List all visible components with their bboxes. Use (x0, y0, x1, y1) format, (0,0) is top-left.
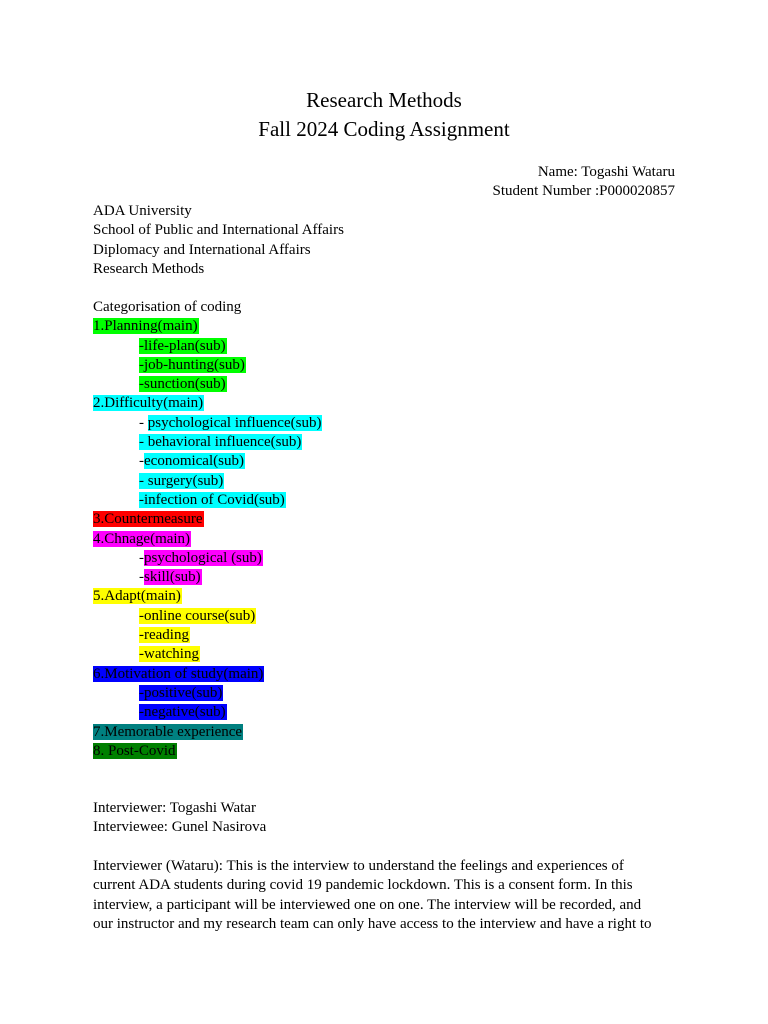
coding-list (93, 317, 322, 761)
coding-category (93, 317, 322, 336)
coding-label: -sunction(sub) (139, 376, 226, 393)
coding-label: 4.Chnage(main) (93, 530, 191, 547)
coding-label: -online course(sub) (139, 607, 256, 624)
interview-participants (93, 799, 266, 838)
coding-category (93, 665, 322, 684)
coding-subcategory (93, 452, 322, 471)
coding-subcategory (93, 568, 322, 587)
author-name: Name: Togashi Wataru (537, 164, 675, 180)
coding-category (93, 587, 322, 606)
coding-category (93, 530, 322, 549)
coding-label: -job-hunting(sub) (139, 356, 245, 373)
coding-category (93, 742, 322, 761)
consent-paragraph (93, 857, 678, 934)
coding-subcategory (93, 645, 322, 664)
coding-subcategory (93, 433, 322, 452)
coding-subcategory (93, 356, 322, 375)
coding-subcategory (93, 472, 322, 491)
coding-label: - behavioral influence(sub) (139, 434, 302, 451)
affiliation-block (93, 202, 344, 279)
coding-category (93, 510, 322, 529)
title-line-2: Fall 2024 Coding Assignment (258, 117, 510, 141)
coding-label: -infection of Covid(sub) (139, 491, 285, 508)
coding-label: - surgery(sub) (139, 472, 224, 489)
interviewee-label: Interviewee: Gunel Nasirova (93, 819, 267, 836)
coding-label: -life-plan(sub) (139, 337, 226, 354)
coding-subcategory (93, 414, 322, 433)
coding-categories (93, 298, 322, 761)
affiliation-line: Diplomacy and International Affairs (93, 241, 311, 258)
document-title (0, 86, 768, 144)
coding-subcategory (93, 337, 322, 356)
paragraph-line: Interviewer (Wataru): This is the interview to understand the feelings and experiences of (93, 858, 624, 874)
coding-prefix: - (139, 414, 148, 431)
coding-heading: Categorisation of coding (93, 299, 242, 315)
coding-label: -positive(sub) (139, 684, 223, 701)
coding-category (93, 723, 322, 742)
coding-subcategory (93, 607, 322, 626)
coding-prefix: - (139, 569, 144, 586)
coding-label: -reading (139, 627, 189, 644)
coding-label: economical(sub) (144, 453, 244, 470)
affiliation-line: Research Methods (93, 260, 205, 277)
coding-prefix: - (139, 453, 144, 470)
coding-label: 5.Adapt(main) (93, 588, 181, 605)
coding-label: skill(sub) (144, 569, 201, 586)
author-block (493, 163, 676, 202)
coding-label: 6.Motivation of study(main) (93, 665, 264, 682)
affiliation-line: ADA University (93, 203, 192, 219)
coding-label: -watching (139, 646, 199, 663)
coding-prefix: - (139, 549, 144, 566)
coding-subcategory (93, 626, 322, 645)
coding-subcategory (93, 684, 322, 703)
coding-label: 7.Memorable experience (93, 723, 243, 740)
coding-subcategory (93, 491, 322, 510)
coding-label: 2.Difficulty(main) (93, 395, 204, 412)
coding-subcategory (93, 549, 322, 568)
paragraph-line: interview, a participant will be interviewed one on one. The interview will be recorded, and (93, 896, 642, 913)
paragraph-line: our instructor and my research team can only have access to the interview and have a right to (93, 915, 652, 932)
coding-label: 1.Planning(main) (93, 318, 198, 335)
coding-label: 8. Post-Covid (93, 742, 176, 759)
title-line-1: Research Methods (306, 88, 462, 112)
coding-label: psychological (sub) (144, 549, 262, 566)
interviewer-label: Interviewer: Togashi Watar (93, 800, 256, 816)
paragraph-line: current ADA students during covid 19 pandemic lockdown. This is a consent form. In this (93, 877, 633, 894)
coding-label: -negative(sub) (139, 704, 226, 721)
coding-subcategory (93, 375, 322, 394)
student-number: Student Number :P000020857 (492, 183, 675, 200)
affiliation-line: School of Public and International Affairs (93, 222, 344, 239)
coding-category (93, 394, 322, 413)
coding-subcategory (93, 703, 322, 722)
coding-label: psychological influence(sub) (147, 414, 322, 431)
coding-label: 3.Countermeasure (93, 511, 203, 528)
